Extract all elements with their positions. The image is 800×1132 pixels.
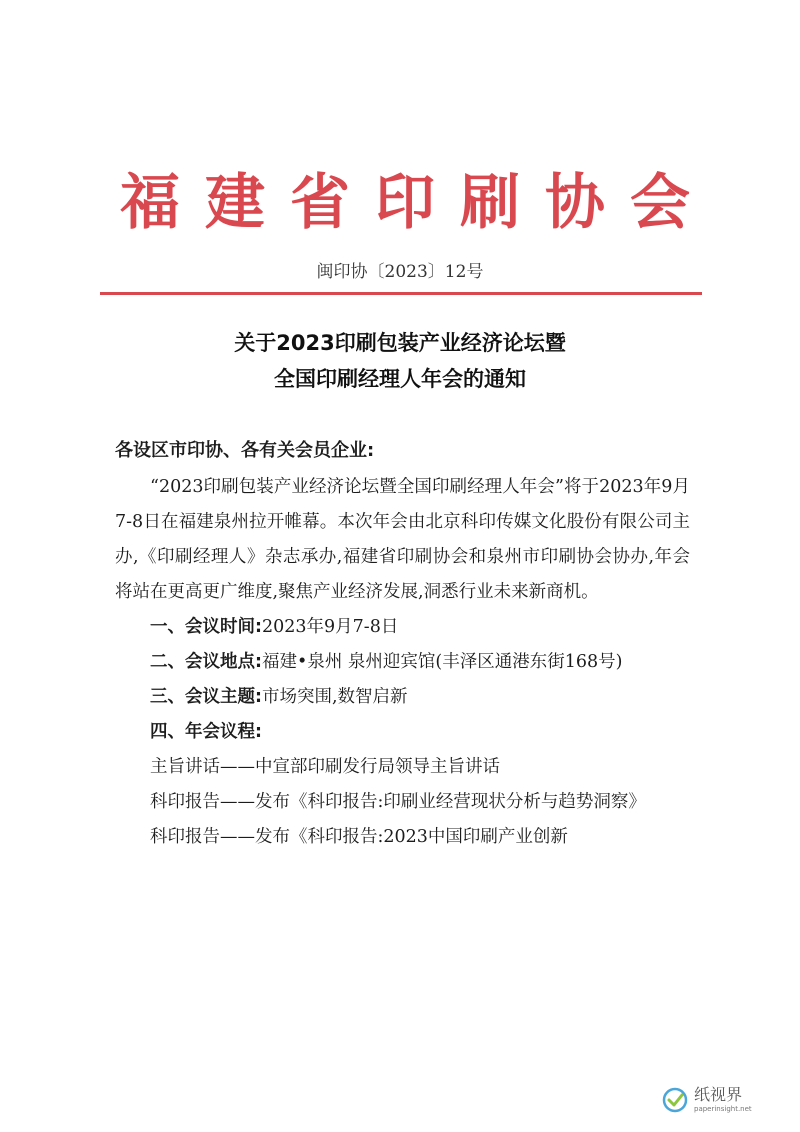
meeting-theme-value: 市场突围,数智启新 bbox=[262, 687, 408, 707]
org-char: 福 bbox=[120, 168, 180, 238]
org-char: 刷 bbox=[460, 168, 520, 238]
agenda-item: 科印报告——发布《科印报告:2023中国印刷产业创新 bbox=[150, 827, 568, 847]
meeting-time-label: 一、会议时间: bbox=[150, 617, 262, 637]
meeting-theme bbox=[115, 680, 690, 715]
watermark-name: 纸视界 bbox=[694, 1085, 743, 1104]
notice-title-line: 全国印刷经理人年会的通知 bbox=[274, 367, 526, 391]
salutation: 各设区市印协、各有关会员企业: bbox=[115, 440, 375, 461]
watermark-url: paperinsight.net bbox=[694, 1105, 752, 1113]
org-char: 印 bbox=[375, 168, 435, 238]
meeting-time bbox=[115, 610, 690, 645]
intro-paragraph: “2023印刷包装产业经济论坛暨全国印刷经理人年会”将于2023年9月7-8日在福建泉州拉开帷幕。本次年会由北京科印传媒文化股份有限公司主办,《印刷经理人》杂志承办,福建省印刷协会和泉州市印刷协会协办,年会将站在更高更广维度,聚焦产业经济发展,洞悉行业未来新商机。 bbox=[115, 477, 690, 602]
agenda-label: 四、年会议程: bbox=[150, 722, 262, 742]
org-char: 协 bbox=[545, 168, 605, 238]
paperinsight-logo-icon bbox=[662, 1087, 688, 1113]
meeting-place bbox=[115, 645, 690, 680]
agenda-item: 主旨讲话——中宣部印刷发行局领导主旨讲话 bbox=[150, 757, 500, 777]
agenda-heading bbox=[115, 715, 690, 750]
org-char: 会 bbox=[630, 168, 690, 238]
meeting-theme-label: 三、会议主题: bbox=[150, 687, 262, 707]
org-char: 建 bbox=[205, 168, 265, 238]
meeting-place-value: 福建•泉州 泉州迎宾馆(丰泽区通港东街168号) bbox=[262, 652, 623, 672]
notice-title bbox=[0, 325, 800, 397]
agenda-item: 科印报告——发布《科印报告:印刷业经营现状分析与趋势洞察》 bbox=[150, 792, 646, 812]
notice-body bbox=[115, 433, 690, 855]
document-number: 闽印协〔2023〕12号 bbox=[316, 262, 484, 282]
meeting-time-value: 2023年9月7-8日 bbox=[262, 617, 399, 637]
header-divider bbox=[100, 292, 702, 295]
watermark bbox=[662, 1080, 782, 1120]
org-char: 省 bbox=[290, 168, 350, 238]
notice-title-line: 关于2023印刷包装产业经济论坛暨 bbox=[234, 331, 566, 355]
org-letterhead bbox=[120, 158, 690, 238]
meeting-place-label: 二、会议地点: bbox=[150, 652, 262, 672]
